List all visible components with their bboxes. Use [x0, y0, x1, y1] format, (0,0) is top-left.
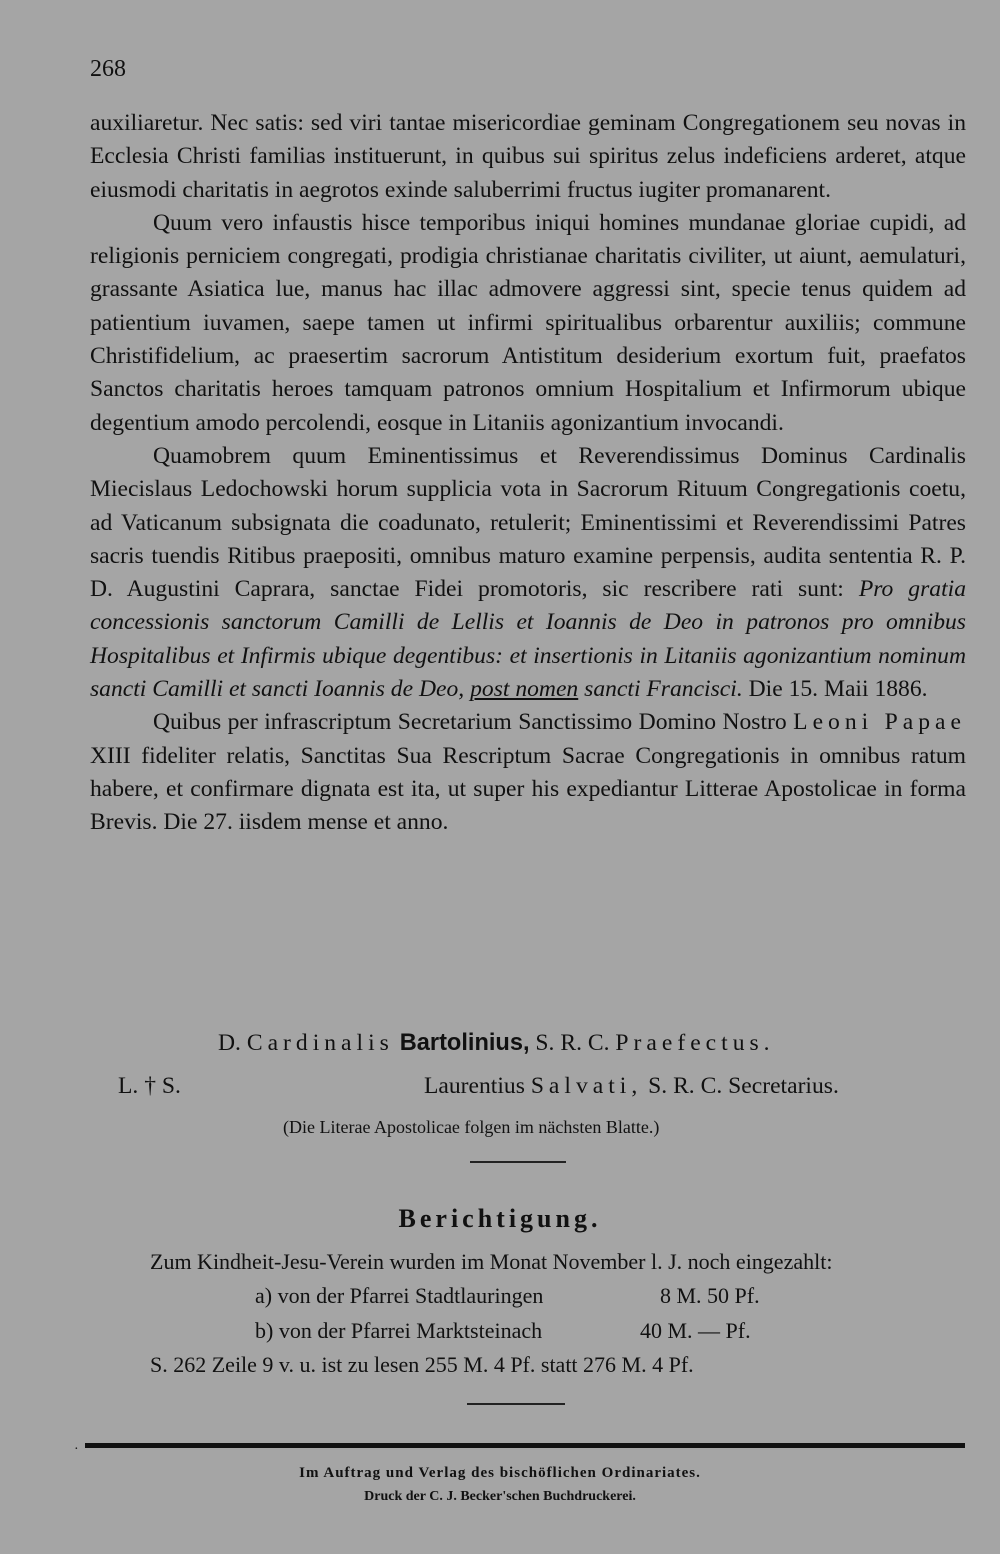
printer-line: Druck der C. J. Becker'schen Buchdruckerei.	[364, 1489, 636, 1504]
paragraph-4-text: Quibus per infrascriptum Secretarium Sanctissimo Domino Nostro	[153, 709, 787, 736]
rescript-underlined: post nomen	[470, 676, 579, 703]
correction-b-amount: 40 M. — Pf.	[640, 1318, 751, 1343]
footer-rule	[85, 1443, 965, 1448]
rescript-italic: Pro gratia concessionis sanctorum Camilli de Lellis et Ioannis de Deo in patronos pro omnibus Hospitalibus et Infirmis ubique degentibus: et insertionis in Litaniis agonizantium nominum sancti Camilli et sancti Ioannis de Deo,	[90, 576, 966, 703]
correction-heading: Berichtigung.	[398, 1204, 602, 1233]
cardinal-signature	[218, 1030, 775, 1057]
secretary-role: S. R. C. Secretarius.	[648, 1073, 839, 1099]
correction-b-label: b) von der Pfarrei Marktsteinach	[255, 1318, 543, 1343]
cardinal-suffix: S. R. C.	[535, 1030, 610, 1056]
paragraph-3-text: Quamobrem quum Eminentissimus et Reverendissimus Dominus Cardinalis Miecislaus Ledochowski horum supplicia vota in Sacrorum Rituum Congregationis coetu, ad Vaticanum subsignata die coadunato, retulerit; Eminentissimi et Reverendissimi Patres sacris tuendis Ritibus praepositi, omnibus maturo examine perpensis, audita sententia R. P. D. Augustini Caprara, sanctae Fidei promotoris, sic rescribere rati sunt:	[90, 442, 966, 603]
cardinal-prefix: D.	[218, 1030, 241, 1056]
paragraph-4	[90, 706, 966, 839]
paragraph-3	[90, 440, 966, 706]
secretary-first-name: Laurentius	[424, 1073, 525, 1099]
cardinal-role: Praefectus.	[615, 1030, 775, 1056]
secretary-signature	[424, 1073, 839, 1100]
pope-name: Leoni Papae	[793, 709, 966, 736]
divider-2	[467, 1403, 565, 1405]
correction-intro: Zum Kindheit-Jesu-Verein wurden im Monat November l. J. noch eingezahlt:	[150, 1249, 833, 1274]
footer-mark: ·	[74, 1442, 79, 1457]
correction-a-amount: 8 M. 50 Pf.	[660, 1283, 760, 1308]
rescript-date: Die 15. Maii 1886.	[748, 676, 928, 703]
secretary-last-name: Salvati,	[530, 1073, 643, 1099]
main-text	[90, 107, 966, 840]
cardinal-name: Bartolinius,	[399, 1030, 530, 1056]
page-number: 268	[90, 56, 126, 82]
correction-a-label: a) von der Pfarrei Stadtlauringen	[255, 1283, 544, 1308]
paragraph-2: Quum vero infaustis hisce temporibus iniqui homines mundanae gloriae cupidi, ad religionis perniciem congregati, prodigia christianae charitatis civiliter, ut aiunt, aemulaturi, grassante Asiatica lue, manus hac illac admovere aggressi sint, specie tenus quidem ad patientium iuvamen, saepe tamen ut infirmi spiritualibus orbarentur auxiliis; commune Christifidelium, ac praesertim sacrorum Antistitum desiderium exortum fuit, praefatos Sanctos charitatis heroes tamquam patronos omnium Hospitalium et Infirmorum ubique degentium amodo percolendi, eosque in Litaniis agonizantium invocandi.	[90, 209, 966, 436]
cardinal-title: Cardinalis	[246, 1030, 394, 1056]
paragraph-1: auxiliaretur. Nec satis: sed viri tantae misericordiae geminam Congregationem seu novas in Ecclesia Christi familias instituerunt, in quibus sui spiritus zelus indeficiens arderet, atque eiusmodi charitatis in aegrotos exinde saluberrimi fructus iugiter promanarent.	[90, 110, 966, 203]
imprint-line: Im Auftrag und Verlag des bischöflichen Ordinariates.	[299, 1465, 701, 1481]
rescript-italic-end: sancti Francisci.	[584, 676, 743, 703]
continuation-note: (Die Literae Apostolicae folgen im nächsten Blatte.)	[283, 1117, 660, 1137]
divider-1	[470, 1161, 566, 1163]
erratum-line: S. 262 Zeile 9 v. u. ist zu lesen 255 M. 4 Pf. statt 276 M. 4 Pf.	[150, 1352, 694, 1377]
paragraph-4-rest: XIII fideliter relatis, Sanctitas Sua Rescriptum Sacrae Congregationis in omnibus ratum habere, et confirmare dignata est ita, ut super his expediantur Litterae Apostolicae in forma Brevis. Die 27. iisdem mense et anno.	[90, 742, 966, 836]
seal-mark: L. † S.	[118, 1073, 181, 1099]
